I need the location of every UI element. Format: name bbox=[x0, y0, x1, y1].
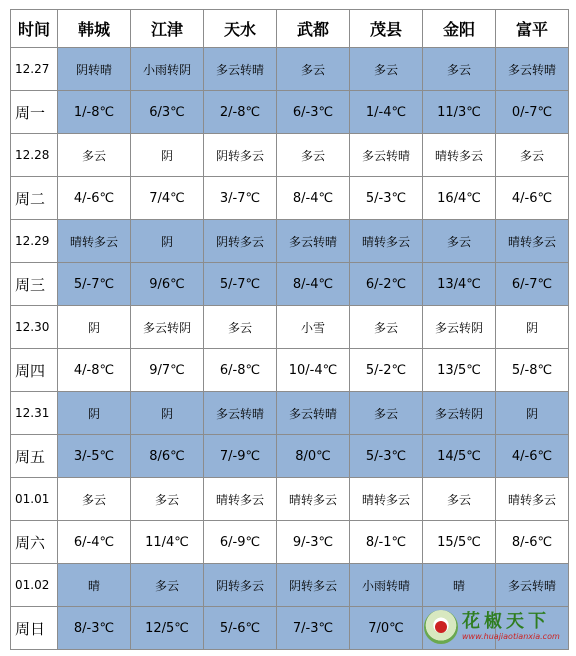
pepper-logo-icon bbox=[424, 610, 458, 644]
weather-cell: 晴转多云 bbox=[277, 478, 350, 521]
temperature-cell: 12/5℃ bbox=[131, 607, 204, 650]
temperature-cell: 7/-3℃ bbox=[277, 607, 350, 650]
city-header: 韩城 bbox=[58, 10, 131, 48]
weather-cell: 多云转晴 bbox=[277, 392, 350, 435]
weather-cell: 多云转晴 bbox=[204, 48, 277, 91]
weather-cell: 小雨转晴 bbox=[350, 564, 423, 607]
weather-cell: 多云 bbox=[204, 306, 277, 349]
weather-row bbox=[11, 220, 569, 263]
weather-cell: 多云 bbox=[423, 220, 496, 263]
weather-cell: 晴转多云 bbox=[350, 478, 423, 521]
temperature-cell: 15/5℃ bbox=[423, 521, 496, 564]
weather-cell: 阴 bbox=[496, 392, 569, 435]
temperature-cell: 3/-7℃ bbox=[204, 177, 277, 220]
temperature-cell: 2/-8℃ bbox=[204, 91, 277, 134]
city-header: 武都 bbox=[277, 10, 350, 48]
temperature-cell: 6/-9℃ bbox=[204, 521, 277, 564]
weather-forecast-table-wrapper bbox=[10, 9, 569, 650]
city-header: 江津 bbox=[131, 10, 204, 48]
weekday-cell: 周二 bbox=[11, 177, 58, 220]
weather-cell: 晴转多云 bbox=[496, 220, 569, 263]
forecast-body bbox=[11, 48, 569, 650]
weather-forecast-table bbox=[10, 9, 569, 650]
weather-cell: 阴转多云 bbox=[204, 564, 277, 607]
temperature-row bbox=[11, 349, 569, 392]
weather-cell: 阴 bbox=[131, 392, 204, 435]
temperature-row bbox=[11, 263, 569, 306]
weather-cell: 多云 bbox=[58, 478, 131, 521]
weather-cell: 多云转晴 bbox=[204, 392, 277, 435]
temperature-cell: 5/-2℃ bbox=[350, 349, 423, 392]
weather-cell: 阴 bbox=[131, 220, 204, 263]
temperature-cell: 13/5℃ bbox=[423, 349, 496, 392]
temperature-row bbox=[11, 177, 569, 220]
temperature-row bbox=[11, 521, 569, 564]
temperature-cell: 4/-6℃ bbox=[496, 435, 569, 478]
temperature-cell: 16/4℃ bbox=[423, 177, 496, 220]
weather-cell: 晴转多云 bbox=[204, 478, 277, 521]
temperature-cell: 4/-6℃ bbox=[496, 177, 569, 220]
temperature-cell: 5/-8℃ bbox=[496, 349, 569, 392]
city-header: 茂县 bbox=[350, 10, 423, 48]
temperature-cell: 8/-4℃ bbox=[277, 263, 350, 306]
temperature-cell: 9/-3℃ bbox=[277, 521, 350, 564]
header-row bbox=[11, 10, 569, 48]
weather-cell: 小雪 bbox=[277, 306, 350, 349]
weather-cell: 多云 bbox=[496, 134, 569, 177]
weather-row bbox=[11, 564, 569, 607]
temperature-cell: 14/5℃ bbox=[423, 435, 496, 478]
weather-cell: 多云 bbox=[350, 48, 423, 91]
temperature-cell: 6/3℃ bbox=[131, 91, 204, 134]
weekday-cell: 周一 bbox=[11, 91, 58, 134]
date-cell: 01.01 bbox=[11, 478, 58, 521]
city-header: 富平 bbox=[496, 10, 569, 48]
weather-cell: 多云 bbox=[131, 478, 204, 521]
weather-cell: 多云转晴 bbox=[496, 564, 569, 607]
temperature-cell: 3/-5℃ bbox=[58, 435, 131, 478]
temperature-cell: 9/6℃ bbox=[131, 263, 204, 306]
weather-cell: 阴转多云 bbox=[277, 564, 350, 607]
temperature-cell: 4/-6℃ bbox=[58, 177, 131, 220]
weekday-cell: 周四 bbox=[11, 349, 58, 392]
weather-cell: 阴 bbox=[131, 134, 204, 177]
weather-cell: 多云转阴 bbox=[423, 392, 496, 435]
weather-cell: 小雨转阴 bbox=[131, 48, 204, 91]
temperature-cell: 8/-4℃ bbox=[277, 177, 350, 220]
weather-cell: 阴 bbox=[496, 306, 569, 349]
weather-row bbox=[11, 48, 569, 91]
date-cell: 12.28 bbox=[11, 134, 58, 177]
weather-row bbox=[11, 392, 569, 435]
date-cell: 12.29 bbox=[11, 220, 58, 263]
weather-row bbox=[11, 306, 569, 349]
weather-cell: 阴转晴 bbox=[58, 48, 131, 91]
date-cell: 01.02 bbox=[11, 564, 58, 607]
temperature-cell: 4/-8℃ bbox=[58, 349, 131, 392]
weather-cell: 晴 bbox=[58, 564, 131, 607]
temperature-cell: 5/-3℃ bbox=[350, 435, 423, 478]
weather-row bbox=[11, 134, 569, 177]
weather-cell: 晴转多云 bbox=[423, 134, 496, 177]
weather-cell: 多云 bbox=[423, 478, 496, 521]
weekday-cell: 周五 bbox=[11, 435, 58, 478]
weather-cell: 阴 bbox=[58, 392, 131, 435]
temperature-cell: 8/0℃ bbox=[277, 435, 350, 478]
weather-cell: 多云 bbox=[350, 392, 423, 435]
weather-row bbox=[11, 478, 569, 521]
temperature-cell: 11/4℃ bbox=[131, 521, 204, 564]
date-cell: 12.30 bbox=[11, 306, 58, 349]
temperature-cell: 5/-6℃ bbox=[204, 607, 277, 650]
weather-cell: 多云转阴 bbox=[423, 306, 496, 349]
temperature-cell: 6/-3℃ bbox=[277, 91, 350, 134]
temperature-cell: 6/-8℃ bbox=[204, 349, 277, 392]
temperature-cell: 5/-3℃ bbox=[350, 177, 423, 220]
weather-cell: 阴转多云 bbox=[204, 134, 277, 177]
city-header: 天水 bbox=[204, 10, 277, 48]
weather-cell: 晴 bbox=[423, 564, 496, 607]
weekday-cell: 周六 bbox=[11, 521, 58, 564]
weather-cell: 多云转阴 bbox=[131, 306, 204, 349]
temperature-cell: 8/-1℃ bbox=[350, 521, 423, 564]
temperature-cell: 9/7℃ bbox=[131, 349, 204, 392]
temperature-cell: 10/-4℃ bbox=[277, 349, 350, 392]
weekday-cell: 周三 bbox=[11, 263, 58, 306]
weather-cell: 多云 bbox=[423, 48, 496, 91]
weather-cell: 多云 bbox=[58, 134, 131, 177]
weather-cell: 多云 bbox=[277, 134, 350, 177]
temperature-cell: 7/0℃ bbox=[350, 607, 423, 650]
corner-header: 时间 bbox=[11, 10, 58, 48]
temperature-cell: 7/-9℃ bbox=[204, 435, 277, 478]
temperature-cell: 6/-4℃ bbox=[58, 521, 131, 564]
weather-cell: 阴 bbox=[58, 306, 131, 349]
temperature-cell: 5/-7℃ bbox=[204, 263, 277, 306]
temperature-cell: 11/3℃ bbox=[423, 91, 496, 134]
site-logo bbox=[424, 605, 574, 649]
weather-cell: 晴转多云 bbox=[350, 220, 423, 263]
weather-cell: 多云转晴 bbox=[496, 48, 569, 91]
weather-cell: 多云 bbox=[277, 48, 350, 91]
temperature-cell: 6/-7℃ bbox=[496, 263, 569, 306]
date-cell: 12.31 bbox=[11, 392, 58, 435]
weather-cell: 晴转多云 bbox=[496, 478, 569, 521]
weather-cell: 多云 bbox=[131, 564, 204, 607]
temperature-row bbox=[11, 435, 569, 478]
temperature-cell: 5/-7℃ bbox=[58, 263, 131, 306]
logo-url: www.huajiaotianxia.com bbox=[462, 632, 560, 641]
temperature-cell: 8/-6℃ bbox=[496, 521, 569, 564]
temperature-cell: 13/4℃ bbox=[423, 263, 496, 306]
temperature-cell: 1/-4℃ bbox=[350, 91, 423, 134]
weekday-cell: 周日 bbox=[11, 607, 58, 650]
temperature-cell: 1/-8℃ bbox=[58, 91, 131, 134]
temperature-cell: 0/-7℃ bbox=[496, 91, 569, 134]
logo-name: 花椒天下 bbox=[462, 611, 550, 632]
temperature-cell: 8/-3℃ bbox=[58, 607, 131, 650]
temperature-row bbox=[11, 91, 569, 134]
weather-cell: 多云转晴 bbox=[350, 134, 423, 177]
temperature-cell: 7/4℃ bbox=[131, 177, 204, 220]
weather-cell: 阴转多云 bbox=[204, 220, 277, 263]
temperature-cell: 6/-2℃ bbox=[350, 263, 423, 306]
temperature-cell: 8/6℃ bbox=[131, 435, 204, 478]
weather-cell: 多云 bbox=[350, 306, 423, 349]
date-cell: 12.27 bbox=[11, 48, 58, 91]
city-header: 金阳 bbox=[423, 10, 496, 48]
weather-cell: 晴转多云 bbox=[58, 220, 131, 263]
weather-cell: 多云转晴 bbox=[277, 220, 350, 263]
